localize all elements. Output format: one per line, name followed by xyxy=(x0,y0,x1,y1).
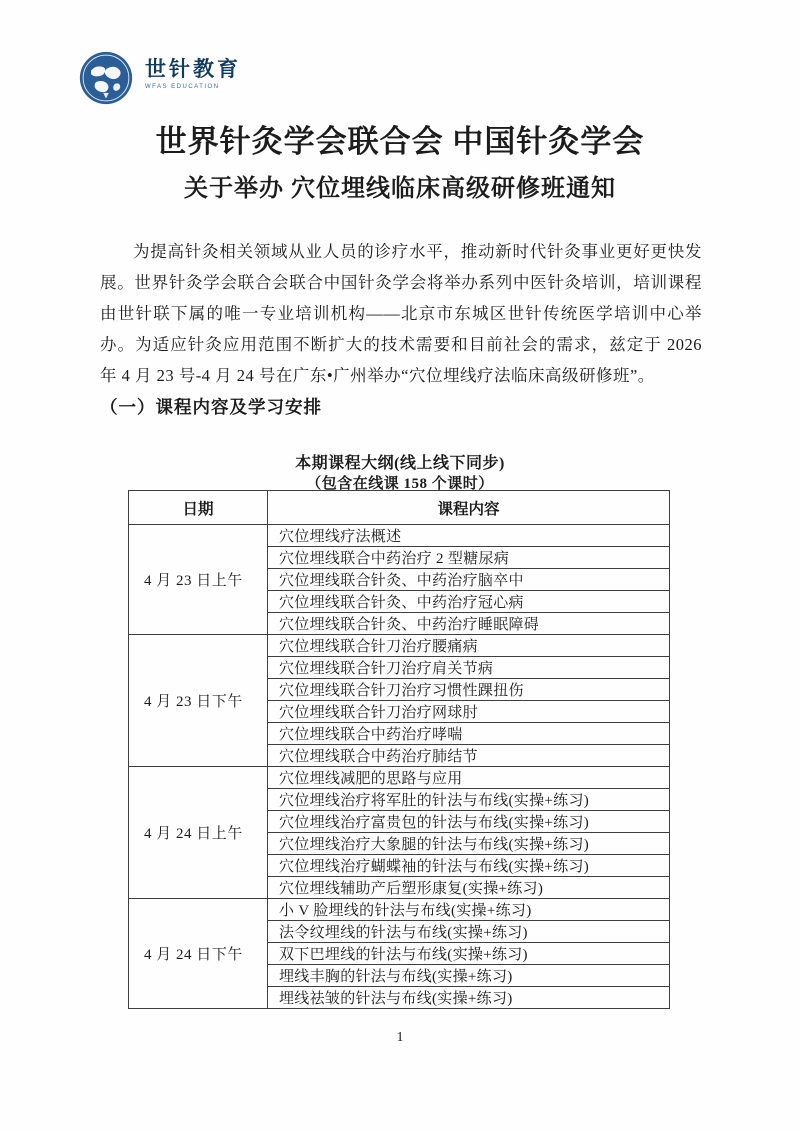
course-cell: 穴位埋线减肥的思路与应用 xyxy=(268,767,670,789)
course-cell: 法令纹埋线的针法与布线(实操+练习) xyxy=(268,921,670,943)
date-cell: 4 月 24 日下午 xyxy=(129,899,268,1009)
course-cell: 穴位埋线治疗大象腿的针法与布线(实操+练习) xyxy=(268,833,670,855)
course-cell: 穴位埋线联合针灸、中药治疗脑卒中 xyxy=(268,569,670,591)
course-cell: 穴位埋线治疗富贵包的针法与布线(实操+练习) xyxy=(268,811,670,833)
course-cell: 穴位埋线辅助产后塑形康复(实操+练习) xyxy=(268,877,670,899)
course-cell: 穴位埋线治疗蝴蝶袖的针法与布线(实操+练习) xyxy=(268,855,670,877)
date-cell: 4 月 24 日上午 xyxy=(129,767,268,899)
course-cell: 穴位埋线联合中药治疗哮喘 xyxy=(268,723,670,745)
course-cell: 穴位埋线联合针刀治疗网球肘 xyxy=(268,701,670,723)
course-cell: 埋线祛皱的针法与布线(实操+练习) xyxy=(268,987,670,1009)
page-number: 1 xyxy=(396,1030,404,1045)
course-cell: 双下巴埋线的针法与布线(实操+练习) xyxy=(268,943,670,965)
table-title: 本期课程大纲(线上线下同步) xyxy=(295,455,505,472)
date-cell: 4 月 23 日下午 xyxy=(129,635,268,767)
logo xyxy=(78,50,241,106)
course-cell: 穴位埋线联合针刀治疗肩关节病 xyxy=(268,657,670,679)
course-cell: 穴位埋线联合针灸、中药治疗冠心病 xyxy=(268,591,670,613)
course-cell: 穴位埋线联合中药治疗肺结节 xyxy=(268,745,670,767)
table-row xyxy=(129,767,670,789)
table-row xyxy=(129,635,670,657)
course-cell: 穴位埋线联合针刀治疗腰痛病 xyxy=(268,635,670,657)
table-subtitle: （包含在线课 158 个课时） xyxy=(306,476,494,492)
section-heading: （一）课程内容及学习安排 xyxy=(100,397,322,417)
table-header-row xyxy=(129,491,670,525)
course-schedule-table xyxy=(128,490,670,1009)
document-title-line1: 世界针灸学会联合会 中国针灸学会 xyxy=(155,124,645,159)
header-date: 日期 xyxy=(129,491,268,525)
course-cell: 穴位埋线治疗将军肚的针法与布线(实操+练习) xyxy=(268,789,670,811)
course-cell: 穴位埋线联合针灸、中药治疗睡眠障碍 xyxy=(268,613,670,635)
date-cell: 4 月 23 日上午 xyxy=(129,525,268,635)
logo-name: 世针教育 xyxy=(145,57,241,81)
header-course: 课程内容 xyxy=(268,491,670,525)
logo-tagline: WFAS EDUCATION xyxy=(145,84,220,91)
document-title-line2: 关于举办 穴位埋线临床高级研修班通知 xyxy=(184,176,616,202)
course-cell: 小 V 脸埋线的针法与布线(实操+练习) xyxy=(268,899,670,921)
logo-text-block xyxy=(145,58,241,90)
course-cell: 穴位埋线联合中药治疗 2 型糖尿病 xyxy=(268,547,670,569)
intro-paragraph: 为提高针灸相关领域从业人员的诊疗水平，推动新时代针灸事业更好更快发展。世界针灸学会联合会联合中国针灸学会将举办系列中医针灸培训，培训课程由世针联下属的唯一专业培训机构——北京市东城区世针传统医学培训中心举办。为适应针灸应用范围不断扩大的技术需要和目前社会的需求，兹定于 2026 年 4 月 23 号-4 月 24 号在广东•广州举办“穴位埋线疗法临床高级研修班”。 xyxy=(100,242,702,385)
table-body xyxy=(129,525,670,1009)
table-row xyxy=(129,525,670,547)
globe-icon xyxy=(78,50,134,106)
course-cell: 穴位埋线疗法概述 xyxy=(268,525,670,547)
table-row xyxy=(129,899,670,921)
course-cell: 穴位埋线联合针刀治疗习惯性踝扭伤 xyxy=(268,679,670,701)
course-cell: 埋线丰胸的针法与布线(实操+练习) xyxy=(268,965,670,987)
